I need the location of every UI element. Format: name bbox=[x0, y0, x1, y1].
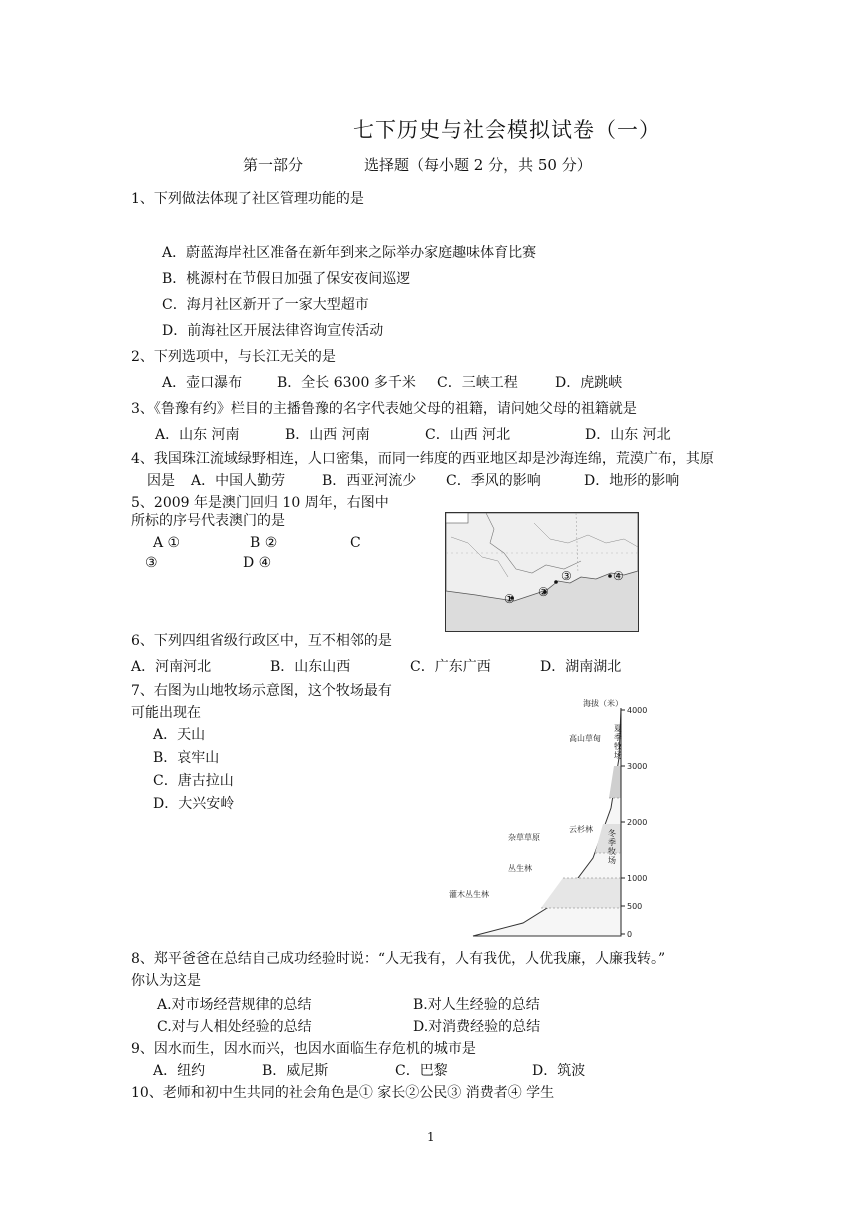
tick-500: 500 bbox=[627, 902, 643, 911]
q9-option-a: A．纽约 bbox=[153, 1063, 206, 1079]
q6-option-b: B．山东山西 bbox=[270, 659, 351, 675]
q8-option-a: A.对市场经营规律的总结 bbox=[157, 997, 312, 1013]
q1-option-b: B．桃源村在节假日加强了保安夜间巡逻 bbox=[162, 271, 411, 287]
q9-stem: 9、因水而生，因水而兴，也因水面临生存危机的城市是 bbox=[131, 1041, 476, 1057]
q1-stem: 1、下列做法体现了社区管理功能的是 bbox=[131, 191, 364, 207]
q8-option-c: C.对与人相处经验的总结 bbox=[157, 1019, 312, 1035]
zone-spruce-forest: 云杉林 bbox=[569, 825, 593, 834]
q7-stem: 7、右图为山地牧场示意图，这个牧场最有 bbox=[131, 683, 392, 699]
q3-option-b: B．山西 河南 bbox=[285, 427, 370, 443]
zone-shrub-forest: 灌木丛生林 bbox=[449, 890, 489, 899]
q4-option-c: C．季风的影响 bbox=[446, 473, 541, 489]
tick-2000: 2000 bbox=[627, 818, 648, 827]
q5-option-c-mark: ③ bbox=[145, 555, 158, 571]
q2-option-d: D．虎跳峡 bbox=[555, 375, 623, 391]
zone-thicket-forest: 丛生林 bbox=[508, 864, 532, 873]
q2-option-b: B．全长 6300 多千米 bbox=[277, 375, 416, 391]
q1-option-c: C．海月社区新开了一家大型超市 bbox=[162, 297, 369, 313]
section-desc: 选择题（每小题 2 分，共 50 分） bbox=[364, 156, 592, 174]
q7-option-c: C．唐古拉山 bbox=[153, 773, 234, 789]
q5-stem: 5、2009 年是澳门回归 10 周年，右图中 bbox=[131, 495, 389, 511]
altitude-axis-title: 海拔（米） bbox=[583, 699, 623, 708]
q5-option-d: D ④ bbox=[243, 555, 272, 571]
q10-stem: 10、老师和初中生共同的社会角色是① 家长②公民③ 消费者④ 学生 bbox=[131, 1085, 555, 1101]
tick-3000: 3000 bbox=[627, 762, 648, 771]
page-title: 七下历史与社会模拟试卷（一） bbox=[353, 118, 661, 142]
macau-location-map bbox=[445, 512, 639, 632]
tick-0: 0 bbox=[627, 930, 633, 938]
q5-option-a: A ① bbox=[153, 535, 181, 551]
summer-pasture-label: 夏季牧场 bbox=[614, 724, 622, 760]
q3-option-d: D．山东 河北 bbox=[585, 427, 671, 443]
q3-option-c: C．山西 河北 bbox=[425, 427, 511, 443]
q3-option-a: A．山东 河南 bbox=[155, 427, 240, 443]
q5-option-c-letter: C bbox=[350, 535, 361, 551]
q7-option-d: D．大兴安岭 bbox=[153, 796, 235, 812]
q2-option-a: A．壶口瀑布 bbox=[162, 375, 243, 391]
q5-option-b: B ② bbox=[250, 535, 278, 551]
page-number: 1 bbox=[427, 1130, 435, 1144]
q8-option-b: B.对人生经验的总结 bbox=[413, 997, 540, 1013]
q1-option-a: A．蔚蓝海岸社区准备在新年到来之际举办家庭趣味体育比赛 bbox=[162, 245, 537, 261]
winter-pasture-label: 冬季牧场 bbox=[608, 829, 616, 865]
q6-option-d: D．湖南湖北 bbox=[540, 659, 622, 675]
q4-stem: 4、我国珠江流域绿野相连，人口密集，而同一纬度的西亚地区却是沙海连绵，荒漠广布，其原 bbox=[131, 451, 714, 467]
q2-stem: 2、下列选项中，与长江无关的是 bbox=[131, 349, 336, 365]
q6-option-c: C．广东广西 bbox=[410, 659, 491, 675]
q2-option-c: C．三峡工程 bbox=[437, 375, 518, 391]
section-part: 第一部分 bbox=[243, 156, 304, 174]
zone-mixed-grassland: 杂草草原 bbox=[508, 833, 540, 842]
q4-option-b: B．西亚河流少 bbox=[322, 473, 417, 489]
map-label-4: ④ bbox=[613, 569, 624, 583]
tick-4000: 4000 bbox=[627, 706, 648, 715]
q8-stem-cont: 你认为这是 bbox=[131, 973, 201, 989]
q1-option-d: D．前海社区开展法律咨询宣传活动 bbox=[162, 323, 384, 339]
zone-alpine-meadow: 高山草甸 bbox=[569, 734, 601, 743]
q9-option-b: B．威尼斯 bbox=[262, 1063, 329, 1079]
q8-option-d: D.对消费经验的总结 bbox=[413, 1019, 541, 1035]
q5-stem-cont: 所标的序号代表澳门的是 bbox=[131, 513, 285, 529]
q7-stem-cont: 可能出现在 bbox=[131, 705, 201, 721]
q8-stem: 8、郑平爸爸在总结自己成功经验时说：“人无我有，人有我优，人优我廉，人廉我转。” bbox=[131, 951, 666, 967]
mountain-pasture-diagram bbox=[443, 698, 653, 938]
q6-option-a: A．河南河北 bbox=[131, 659, 212, 675]
q4-stem-cont: 因是 bbox=[147, 473, 175, 489]
q6-stem: 6、下列四组省级行政区中，互不相邻的是 bbox=[131, 633, 392, 649]
q4-option-d: D．地形的影响 bbox=[584, 473, 680, 489]
q9-option-c: C．巴黎 bbox=[395, 1063, 448, 1079]
q3-stem: 3、《鲁豫有约》栏目的主播鲁豫的名字代表她父母的祖籍，请问她父母的祖籍就是 bbox=[131, 401, 637, 417]
tick-1000: 1000 bbox=[627, 874, 648, 883]
map-label-2: ② bbox=[538, 585, 549, 599]
q4-option-a: A．中国人勤劳 bbox=[191, 473, 286, 489]
q9-option-d: D．筑波 bbox=[532, 1063, 586, 1079]
q7-option-b: B．哀牢山 bbox=[153, 750, 220, 766]
map-label-1: ① bbox=[504, 592, 515, 606]
q7-option-a: A．天山 bbox=[153, 727, 206, 743]
map-label-3: ③ bbox=[561, 569, 572, 583]
